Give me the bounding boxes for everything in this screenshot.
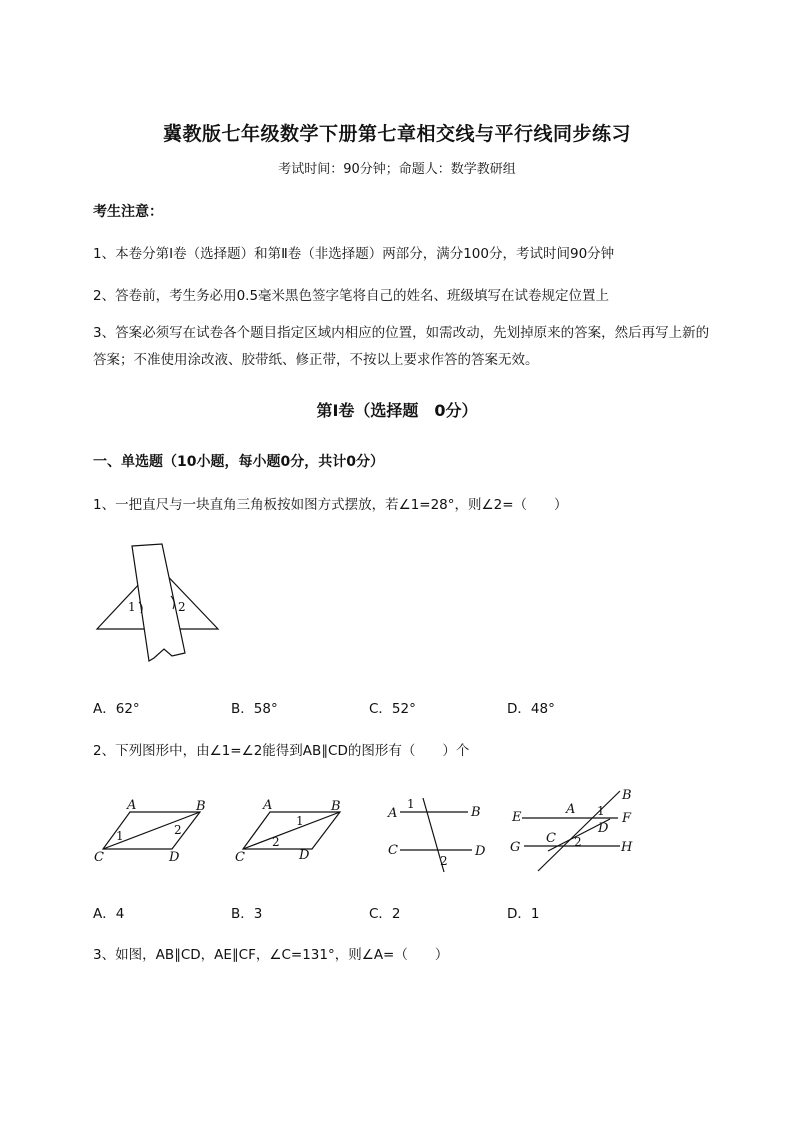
svg-text:D: D bbox=[475, 844, 486, 859]
notice-heading: 考生注意： bbox=[93, 204, 163, 220]
svg-text:C: C bbox=[235, 850, 245, 865]
svg-text:G: G bbox=[510, 840, 521, 855]
angle-label-2: 2 bbox=[178, 600, 186, 614]
svg-text:D: D bbox=[299, 848, 310, 863]
svg-text:A: A bbox=[263, 798, 273, 813]
option-a[interactable]: A．62° bbox=[93, 701, 140, 717]
svg-text:1: 1 bbox=[597, 804, 605, 818]
option-a[interactable]: A．4 bbox=[93, 906, 125, 922]
question-3-text: 3、如图，AB∥CD，AE∥CF，∠C=131°，则∠A=（ ） bbox=[93, 947, 449, 963]
part-title: 一、单选题（10小题，每小题0分，共计0分） bbox=[93, 454, 384, 470]
svg-text:D: D bbox=[169, 850, 180, 865]
option-d[interactable]: D．48° bbox=[507, 701, 555, 717]
svg-text:B: B bbox=[331, 799, 341, 814]
question-2-figure-3 bbox=[380, 790, 490, 875]
svg-text:B: B bbox=[471, 805, 481, 820]
notice-item-1: 1、本卷分第I卷（选择题）和第Ⅱ卷（非选择题）两部分，满分100分，考试时间90分钟 bbox=[93, 246, 615, 262]
svg-text:C: C bbox=[94, 850, 104, 865]
svg-text:B: B bbox=[196, 799, 206, 814]
section-title: 第I卷（选择题 0分） bbox=[316, 401, 478, 420]
exam-info: 考试时间：90分钟；命题人：数学教研组 bbox=[278, 162, 516, 177]
option-d[interactable]: D．1 bbox=[507, 906, 540, 922]
notice-item-2: 2、答卷前，考生务必用0.5毫米黑色签字笔将自己的姓名、班级填写在试卷规定位置上 bbox=[93, 288, 610, 304]
option-c[interactable]: C．52° bbox=[369, 701, 416, 717]
svg-text:2: 2 bbox=[440, 854, 448, 868]
svg-text:2: 2 bbox=[174, 823, 182, 837]
question-2-text: 2、下列图形中，由∠1=∠2能得到AB∥CD的图形有（ ）个 bbox=[93, 743, 470, 759]
svg-text:E: E bbox=[512, 810, 522, 825]
svg-text:D: D bbox=[598, 821, 609, 836]
option-c[interactable]: C．2 bbox=[369, 906, 401, 922]
question-2-figure-1 bbox=[92, 790, 217, 870]
notice-item-3: 3、答案必须写在试卷各个题目指定区域内相应的位置，如需改动，先划掉原来的答案，然后再写上新的答案；不准使用涂改液、胶带纸、修正带，不按以上要求作答的答案无效。 bbox=[93, 325, 710, 368]
question-2-figure-4 bbox=[508, 785, 638, 880]
svg-text:1: 1 bbox=[407, 797, 415, 811]
svg-text:2: 2 bbox=[574, 835, 582, 849]
page-title: 冀教版七年级数学下册第七章相交线与平行线同步练习 bbox=[162, 123, 631, 145]
svg-text:C: C bbox=[546, 831, 556, 846]
svg-text:1: 1 bbox=[296, 814, 304, 828]
question-2-figure-2 bbox=[232, 790, 357, 870]
svg-text:C: C bbox=[388, 843, 398, 858]
svg-text:B: B bbox=[622, 788, 632, 803]
svg-text:A: A bbox=[566, 802, 576, 817]
option-b[interactable]: B．58° bbox=[231, 701, 278, 717]
svg-text:H: H bbox=[621, 840, 633, 855]
svg-text:1: 1 bbox=[116, 829, 124, 843]
option-b[interactable]: B．3 bbox=[231, 906, 263, 922]
svg-text:F: F bbox=[622, 811, 632, 826]
angle-label-1: 1 bbox=[128, 600, 136, 614]
svg-text:2: 2 bbox=[272, 835, 280, 849]
question-1-figure bbox=[92, 540, 227, 666]
svg-text:A: A bbox=[388, 806, 398, 821]
question-1-text: 1、一把直尺与一块直角三角板按如图方式摆放，若∠1=28°，则∠2=（ ） bbox=[93, 497, 568, 513]
svg-text:A: A bbox=[127, 798, 137, 813]
